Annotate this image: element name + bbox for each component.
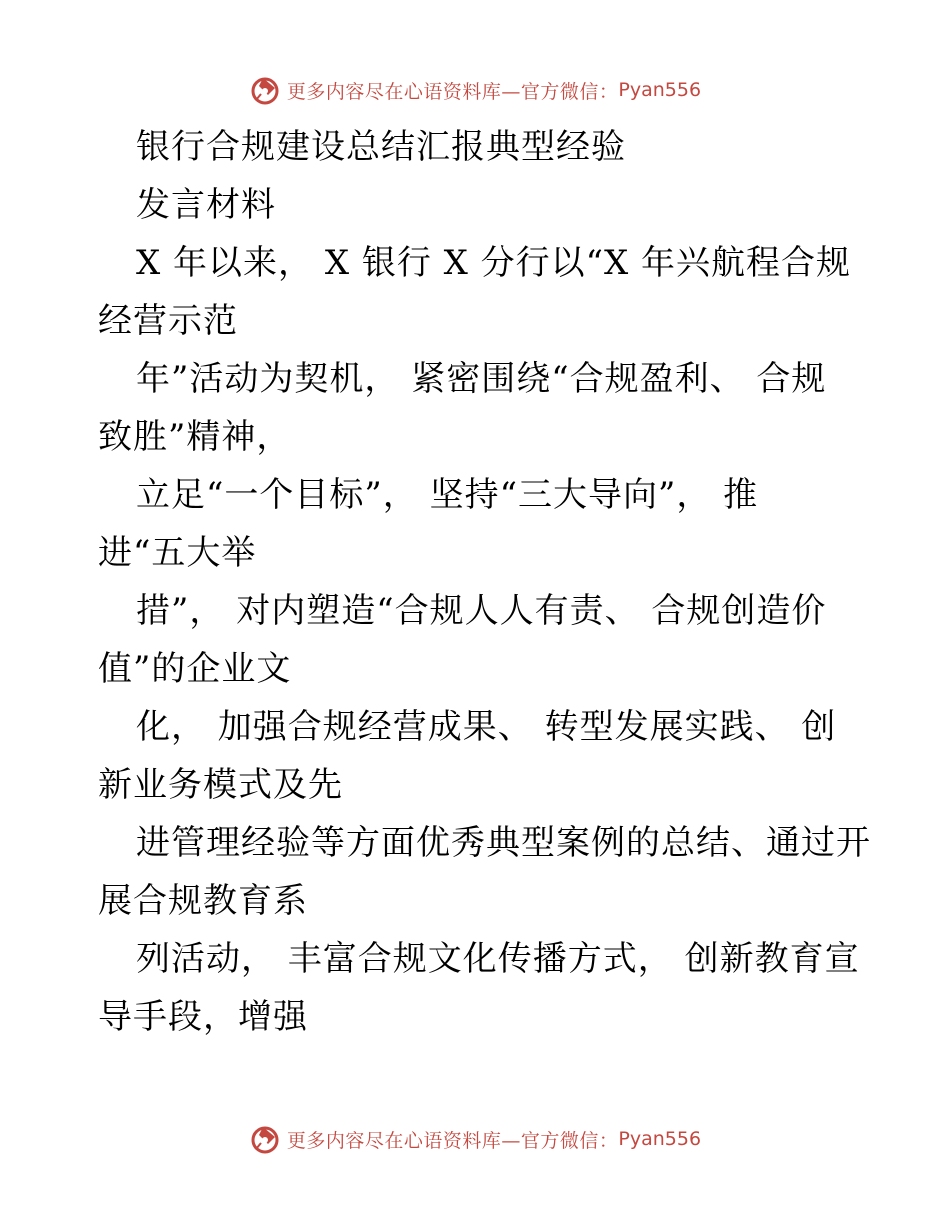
watermark-text: 更多内容尽在心语资料库—官方微信： [286, 1129, 619, 1152]
pen-nib-circle-icon [249, 1123, 281, 1155]
paragraph-line: 新业务模式及先 [98, 765, 343, 805]
paragraph-line: X 年以来， X 银行 X 分行以“X 年兴航程合规 [136, 243, 852, 283]
watermark-id: Pyan556 [618, 1128, 702, 1150]
pen-nib-circle-icon [249, 74, 281, 106]
footer-watermark [0, 1119, 950, 1159]
paragraph-line: 进“五大举 [98, 533, 257, 573]
paragraph-line: 致胜”精神， [98, 417, 292, 457]
document-body [98, 118, 871, 1046]
paragraph-line: 年”活动为契机， 紧密围绕“合规盈利、 合规 [136, 359, 827, 399]
paragraph-line: 经营示范 [98, 301, 238, 341]
paragraph-line: 列活动， 丰富合规文化传播方式， 创新教育宣 [136, 939, 860, 979]
paragraph-line: 进管理经验等方面优秀典型案例的总结、通过开 [136, 823, 871, 863]
paragraph-line: 立足“一个目标”， 坚持“三大导向”， 推 [136, 475, 759, 515]
paragraph-line: 化， 加强合规经营成果、 转型发展实践、 创 [136, 707, 837, 747]
paragraph-line: 措”， 对内塑造“合规人人有责、 合规创造价 [136, 591, 827, 631]
header-watermark [0, 70, 950, 110]
document-title: 银行合规建设总结汇报典型经验 [136, 127, 626, 167]
paragraph-line: 展合规教育系 [98, 881, 308, 921]
watermark-id: Pyan556 [618, 79, 702, 101]
watermark-text: 更多内容尽在心语资料库—官方微信： [286, 80, 619, 103]
document-subtitle: 发言材料 [136, 185, 276, 225]
paragraph-line: 值”的企业文 [98, 649, 292, 689]
paragraph-line: 导手段，增强 [98, 997, 308, 1037]
